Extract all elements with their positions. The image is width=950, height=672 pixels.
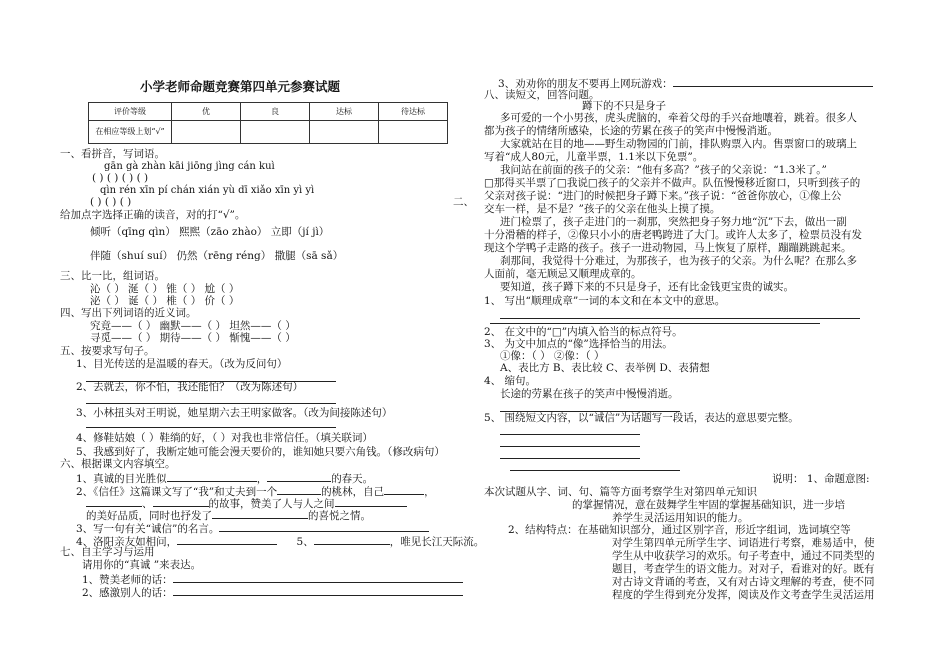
- story-para: 十分滑稽的样子，②像只小小的唐老鸭跨进了大门。或许人太多了，检票员没有发: [484, 229, 862, 241]
- grade-header-good: 良: [241, 103, 310, 121]
- fill-blank[interactable]: [212, 508, 308, 519]
- section-4-heading: 四、写出下列词语的近义词。: [60, 307, 197, 319]
- fill-text: 2、《信任》这篇课文写了“我”和丈夫到一个: [76, 486, 278, 498]
- fill-blank[interactable]: [177, 534, 277, 545]
- section-2-intro: 给加点字选择正确的读音，对的打“√”。: [60, 209, 246, 221]
- story-para: 大家就站在目的地——野生动物园的门前，排队购票入内。售票窗口的玻璃上: [500, 138, 857, 150]
- story-title: 蹲下的不只是身子: [582, 100, 666, 112]
- question-3: 3、 为文中加点的“像”选择恰当的用法。: [484, 338, 673, 350]
- story-para: 父亲对孩子说：“进门的时候把身子蹲下来。”孩子说：“爸爸你放心，①像上公: [484, 190, 842, 202]
- sentence-task-2: 2、去就去，你不怕，我还能怕？（改为陈述句）: [76, 381, 304, 393]
- story-para: 我问站在前面的孩子的父亲：“他有多高？”孩子的父亲说：“1.3米了。”: [500, 164, 827, 176]
- question-2: 2、 在文中的“□”内填入恰当的标点符号。: [484, 326, 683, 338]
- page-title: 小学老师命题竞赛第四单元参赛试题: [140, 79, 341, 94]
- fill-text: 1、赞美老师的话：: [82, 574, 173, 586]
- fill-blank[interactable]: [384, 484, 424, 495]
- fill-text: 3、写一句有关“诚信”的名言。: [76, 523, 220, 535]
- story-para: □那得买半票了□我说□孩子的父亲并不做声。队伍慢慢移近窗口，只听到孩子的: [484, 177, 861, 189]
- fill-text: 1、真诚的目光胜似: [76, 473, 167, 485]
- fill-blank[interactable]: [314, 534, 390, 545]
- question-4: 4、 缩句。: [484, 375, 537, 387]
- section-7-heading: 七、自主学习与运用: [60, 546, 155, 558]
- story-para: 要知道，孩子蹲下来的不只是身子，还有比金钱更宝贵的诚实。: [500, 281, 794, 293]
- story-para: 写着“成人80元，儿童半票，1.1米以下免票”。: [484, 151, 704, 163]
- fill-text: 的春天。: [331, 473, 374, 485]
- grade-cell[interactable]: [172, 121, 241, 144]
- sentence-task-3: 3、小林扭头对王明说，她星期六去王明家做客。（改为间接陈述句）: [76, 407, 393, 419]
- blank-row-1[interactable]: ( ) ( ) ( ) ( ): [92, 172, 149, 184]
- answer-line[interactable]: [500, 458, 640, 459]
- fill-text: ，唯见长江天际流。: [389, 536, 485, 548]
- answer-line[interactable]: [86, 403, 336, 404]
- answer-line[interactable]: [86, 427, 336, 428]
- note-text: 对学生第四单元所学生字、词语进行考察，难易适中，使: [612, 537, 875, 549]
- answer-line[interactable]: [500, 318, 860, 319]
- fill-blank[interactable]: [219, 521, 429, 532]
- compare-row-1[interactable]: 沁（ ） 涎（ ） 锥（ ） 尬（ ）: [90, 283, 240, 295]
- grade-header-label: 评价等级: [89, 103, 172, 121]
- pronunciation-row-2: 伴随（shuí suí） 仍然（rēng réng） 撒腿（sā sǎ）: [90, 250, 344, 262]
- fill-text: 、: [142, 498, 153, 510]
- fill-text: 的桃林，自己: [321, 486, 385, 498]
- section-8-heading: 八、读短文，回答问题。: [484, 89, 600, 101]
- section-6-heading: 六、根据课文内容填空。: [60, 458, 176, 470]
- pinyin-row-2: qìn rén xīn pí chán xián yù dī xiǎo xīn yì yì: [100, 185, 315, 196]
- story-para: 现这个学鸭子走路的孩子。孩子一进动物园，马上恢复了原样，蹦蹦跳跳起来。: [484, 242, 852, 254]
- fill-text: ，: [424, 486, 435, 498]
- story-para: 多可爱的一个小男孩，虎头虎脑的，牵着父母的手兴奋地嚷着，跳着。很多人: [500, 112, 857, 124]
- note-text: 学生从中收获学习的欢乐。句子考查中，通过不同类型的: [612, 550, 875, 562]
- fill-text: 的美好品质，同时也抒发了: [86, 510, 212, 522]
- section-7-intro: 请用你的“真诚 ”来表达。: [82, 559, 202, 571]
- synonym-row-1[interactable]: 究竟——（ ） 幽默——（ ） 坦然——（ ）: [90, 320, 296, 332]
- grade-table: [88, 102, 448, 144]
- side-number: 二、: [453, 196, 474, 208]
- story-para: 人面前，毫无顾忌又顺理成章的。: [484, 268, 642, 280]
- story-para: 进门检票了，孩子走进门的一刹那，突然把身子努力地“沉”下去，做出一副: [500, 216, 847, 228]
- fill-blank[interactable]: [173, 585, 463, 596]
- question-4-text: 长途的劳累在孩子的笑声中慢慢消逝。: [500, 388, 679, 400]
- section-3-heading: 三、比一比，组词语。: [60, 270, 165, 282]
- sentence-task-4: 4、修鞋姑娘（ ）鞋绱的好，（ ）对我也非常信任。（填关联词）: [76, 432, 373, 444]
- fill-text: 5、: [296, 536, 314, 548]
- note-text: 的掌握情况，意在鼓舞学生牢固的掌握基础知识，进一步培: [572, 499, 845, 511]
- question-5: 5、 围绕短文内容，以“诚信”为话题写一段话，表达的意思要完整。: [484, 412, 799, 424]
- fill-text: ，: [256, 473, 268, 485]
- note-text: 对古诗文背诵的考查，又有对古诗文理解的考查，使不同: [612, 576, 875, 588]
- pronunciation-row-1: 倾听（qīng qìn） 熙熙（zāo zhào） 立即（jí jì）: [90, 226, 330, 238]
- grade-cell[interactable]: [310, 121, 379, 144]
- sentence-task-1: 1、目光传送的是温暖的春天。（改为反问句）: [76, 358, 288, 370]
- answer-line[interactable]: [490, 323, 820, 324]
- answer-line[interactable]: [510, 470, 680, 471]
- story-para: 交车一样，是不是？”孩子的父亲在他头上摸了摸。: [484, 203, 721, 215]
- grade-cell[interactable]: [241, 121, 310, 144]
- story-para: 都为孩子的情绪所感染，长途的劳累在孩子的笑声中慢慢消逝。: [484, 125, 778, 137]
- fill-text: 3、劝劝你的朋友不要再上网玩游戏：: [498, 78, 673, 90]
- pinyin-row-1: gān gà zhàn kāi jiōng jìng cán kuì: [104, 161, 275, 172]
- thank-others-item: [82, 585, 463, 600]
- question-3-options[interactable]: ①像：（ ） ②像：（ ）: [500, 350, 605, 362]
- section-1-heading: 一、看拼音，写词语。: [60, 148, 165, 160]
- notes-label: 说明： 1、命题意图:: [772, 473, 870, 485]
- sentence-task-5: 5、我感到好了，我断定她可能会漫天要价的，谁知她只要六角钱。（修改病句）: [76, 446, 445, 458]
- fill-text: 的故事，赞美了人与人之间: [208, 498, 335, 510]
- fill-blank[interactable]: [335, 496, 407, 507]
- note-text: 2、结构特点：在基础知识部分，通过区别字音，形近字组词，选词填空等: [508, 524, 851, 536]
- fill-text: 2、感激别人的话：: [82, 587, 173, 599]
- grade-row-label: 在相应等级上划“√”: [89, 121, 172, 144]
- fill-text: 4、洛阳亲友如相问，: [76, 536, 178, 548]
- grade-cell[interactable]: [379, 121, 448, 144]
- grade-header-excellent: 优: [172, 103, 241, 121]
- story-para: 刹那间，我觉得十分难过，为那孩子，也为孩子的父亲。为什么呢？在那么多: [500, 255, 857, 267]
- answer-line[interactable]: [500, 446, 640, 447]
- fill-blank[interactable]: [86, 496, 142, 507]
- fill-blank[interactable]: [267, 471, 331, 482]
- fill-blank[interactable]: [153, 496, 209, 507]
- note-text: 题目，考查学生的语文能力。对对子，看谁对的好。既有: [612, 563, 875, 575]
- compare-row-2[interactable]: 泌（ ） 诞（ ） 椎（ ） 价（ ）: [90, 295, 240, 307]
- section-5-heading: 五、按要求写句子。: [60, 345, 155, 357]
- question-1: 1、 写出“顺理成章”一词的本文和在本文中的意思。: [484, 295, 726, 307]
- fill-blank[interactable]: [167, 471, 257, 482]
- note-text: 本次试题从字、词、句、篇等方面考察学生对第四单元知识: [484, 486, 757, 498]
- note-text: 养学生灵活运用知识的能力。: [612, 512, 749, 524]
- grade-header-pass: 达标: [310, 103, 379, 121]
- blank-row-2[interactable]: ( ) ( ) ( ): [90, 196, 132, 208]
- fill-blank[interactable]: [673, 76, 873, 87]
- note-text: 程度的学生得到充分发挥，阅读及作文考查学生灵活运用: [612, 589, 875, 601]
- question-3-choices: A、表比方 B、表比较 C、表举例 D、表猜想: [500, 362, 710, 374]
- answer-line[interactable]: [500, 434, 640, 435]
- fill-blank[interactable]: [173, 572, 463, 583]
- fill-blank[interactable]: [277, 484, 321, 495]
- fill-text: 的喜悦之情。: [308, 510, 371, 522]
- grade-header-fail: 待达标: [379, 103, 448, 121]
- synonym-row-2[interactable]: 寻觅——（ ） 期待——（ ） 惭愧——（ ）: [90, 332, 296, 344]
